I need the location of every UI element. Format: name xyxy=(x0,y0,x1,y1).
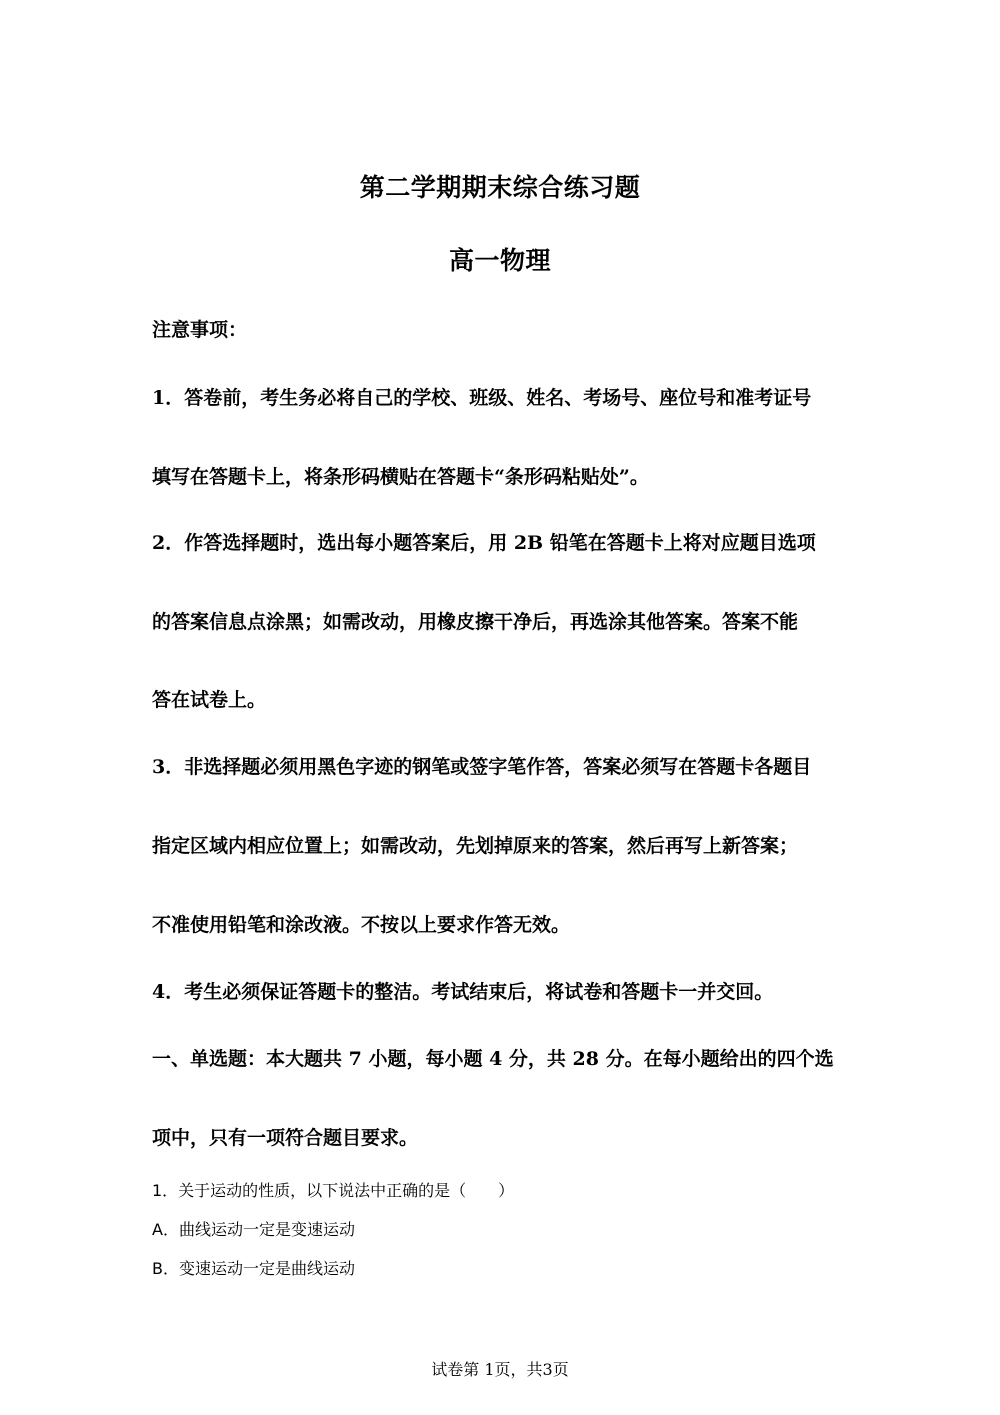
notice-line: 答在试卷上。 xyxy=(152,689,267,711)
question-stem: 1．关于运动的性质，以下说法中正确的是（ ） xyxy=(152,1181,515,1200)
notice-line: 的答案信息点涂黑；如需改动，用橡皮擦干净后，再选涂其他答案。答案不能 xyxy=(152,611,799,633)
notice-line: 2．作答选择题时，选出每小题答案后，用 2B 铅笔在答题卡上将对应题目选项 xyxy=(152,532,816,554)
section-heading: 一、单选题：本大题共 7 小题，每小题 4 分，共 28 分。在每小题给出的四个选 xyxy=(152,1048,834,1070)
question-option: B．变速运动一定是曲线运动 xyxy=(152,1259,355,1278)
notice-line: 4．考生必须保证答题卡的整洁。考试结束后，将试卷和答题卡一并交回。 xyxy=(152,981,774,1003)
page-title: 第二学期期末综合练习题 xyxy=(359,173,641,202)
notice-heading: 注意事项： xyxy=(152,319,248,341)
page-footer: 试卷第 1页，共3页 xyxy=(431,1360,569,1379)
question-option: A．曲线运动一定是变速运动 xyxy=(152,1220,355,1239)
section-heading: 项中，只有一项符合题目要求。 xyxy=(152,1127,419,1149)
notice-line: 不准使用铅笔和涂改液。不按以上要求作答无效。 xyxy=(152,914,571,936)
notice-line: 1．答卷前，考生务必将自己的学校、班级、姓名、考场号、座位号和准考证号 xyxy=(152,387,812,409)
notice-line: 指定区域内相应位置上；如需改动，先划掉原来的答案，然后再写上新答案； xyxy=(152,835,799,857)
page-subtitle: 高一物理 xyxy=(448,246,551,275)
notice-line: 填写在答题卡上，将条形码横贴在答题卡“条形码粘贴处”。 xyxy=(152,466,649,488)
notice-line: 3．非选择题必须用黑色字迹的钢笔或签字笔作答，答案必须写在答题卡各题目 xyxy=(152,756,812,778)
